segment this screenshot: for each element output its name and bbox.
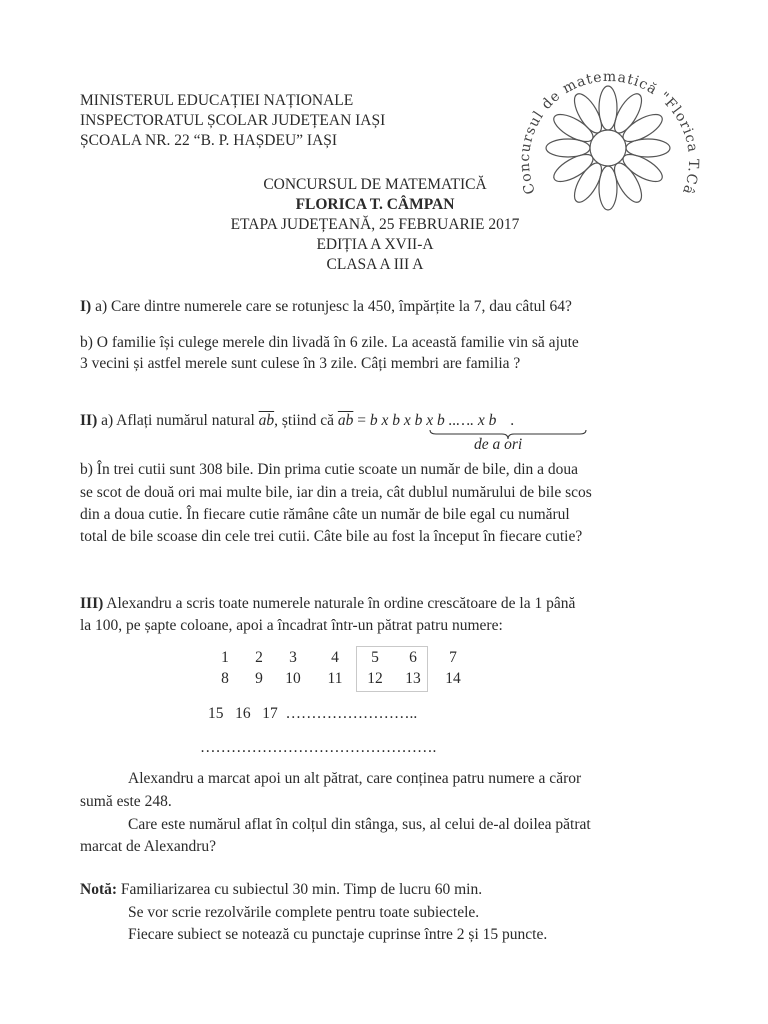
problem-2b-line2: se scot de două ori mai multe bile, iar din a treia, cât dublul numărului de bile scos — [80, 484, 592, 501]
grid-cell: 7 — [449, 649, 457, 666]
problem-1a-text: a) Care dintre numerele care se rotunjesc la 450, împărțite la 7, dau câtul 64? — [95, 298, 572, 315]
grid-cell: 13 — [405, 670, 421, 687]
grid-cell: 8 — [221, 670, 229, 687]
problem-3-text: Alexandru a scris toate numerele naturale în ordine crescătoare de la 1 până — [106, 595, 576, 612]
problem-2b-line3: din a doua cutie. În fiecare cutie rămâne câte un număr de bile egal cu numărul — [80, 506, 570, 523]
contest-edition: EDIȚIA A XVII-A — [316, 236, 434, 253]
grid-cell: 3 — [289, 649, 297, 666]
problem-3-line6: marcat de Alexandru? — [80, 838, 216, 855]
note-line1 — [80, 879, 482, 900]
brace-label: de a ori — [474, 436, 523, 453]
ab-number-2: $\overline{ab}$ — [337, 412, 354, 429]
problem-3-line2: la 100, pe șapte coloane, apoi a încadrat într-un pătrat patru numere: — [80, 617, 503, 634]
problem-1b-line1: b) O familie își culege merele din livadă în 6 zile. La această familie vin să ajute — [80, 334, 579, 351]
header-school: ȘCOALA NR. 22 “B. P. HAȘDEU” IAȘI — [80, 132, 338, 149]
note-line3: Fiecare subiect se notează cu punctaje cuprinse între 2 și 15 puncte. — [128, 926, 548, 943]
ab-number: $\overline{ab}$ — [258, 412, 275, 429]
note-line2: Se vor scrie rezolvările complete pentru toate subiectele. — [128, 904, 480, 921]
grid-cell: 15 — [208, 705, 224, 722]
contest-class: CLASA A III A — [326, 256, 424, 273]
grid-cell: 17 — [262, 705, 278, 722]
grid-cell: 1 — [221, 649, 229, 666]
grid-row-1 — [200, 647, 480, 669]
problem-3-line1 — [80, 593, 575, 614]
grid-dots: …………………….. — [285, 705, 418, 722]
grid-cell: 5 — [371, 649, 379, 666]
grid-row-4-dots: ………………………………………. — [200, 739, 437, 756]
grid-cell: 11 — [327, 670, 343, 687]
problem-2b-line1: b) În trei cutii sunt 308 bile. Din prima cutie scoate un număr de bile, din a doua — [80, 461, 579, 478]
problem-3-line5: Care este numărul aflat în colțul din stânga, sus, al celui de-al doilea pătrat — [128, 816, 591, 833]
grid-cell: 10 — [285, 670, 301, 687]
svg-text:Concursul de matematică "Flori: Concursul de matematică "Florica T.Câ — [516, 69, 702, 198]
problem-3-line3: Alexandru a marcat apoi un alt pătrat, care conținea patru numere a căror — [128, 770, 582, 787]
problem-2-label: II) — [80, 412, 98, 429]
product-expression: b x b x b x b ..…. x b — [369, 412, 497, 429]
note-label: Notă — [80, 881, 112, 898]
grid-cell: 4 — [331, 649, 339, 666]
grid-cell: 2 — [255, 649, 263, 666]
equals-sign: = — [357, 412, 366, 429]
grid-cell: 9 — [255, 670, 263, 687]
problem-3-label: III) — [80, 595, 104, 612]
grid-row-3 — [208, 703, 417, 724]
grid-cell: 12 — [367, 670, 383, 687]
grid-cell: 16 — [235, 705, 251, 722]
header-ministry: MINISTERUL EDUCAȚIEI NAȚIONALE — [80, 92, 354, 109]
grid-cell: 14 — [445, 670, 461, 687]
problem-2b-line4: total de bile scoase din cele trei cutii. Câte bile au fost la început în fiecare cutie? — [80, 528, 583, 545]
product-dot: . — [510, 412, 515, 429]
problem-1-label: I) — [80, 298, 92, 315]
note-colon: : — [111, 881, 118, 898]
grid-cell: 6 — [409, 649, 417, 666]
problem-1a — [80, 296, 572, 317]
grid-row-2 — [200, 668, 480, 690]
note-text: Familiarizarea cu subiectul 30 min. Timp de lucru 60 min. — [120, 881, 483, 898]
contest-name: FLORICA T. CÂMPAN — [295, 196, 455, 213]
problem-2a-text: a) Aflați numărul natural — [101, 412, 255, 429]
problem-1b-line2: 3 vecini și astfel merele sunt culese în 3 zile. Câți membri are familia ? — [80, 355, 521, 372]
header-inspectorate: INSPECTORATUL ȘCOLAR JUDEȚEAN IAȘI — [80, 112, 386, 129]
problem-2a-mid: , știind că — [274, 412, 334, 429]
contest-title: CONCURSUL DE MATEMATICĂ — [263, 176, 487, 193]
contest-stage: ETAPA JUDEȚEANĂ, 25 FEBRUARIE 2017 — [230, 216, 520, 233]
problem-3-line4: sumă este 248. — [80, 793, 172, 810]
